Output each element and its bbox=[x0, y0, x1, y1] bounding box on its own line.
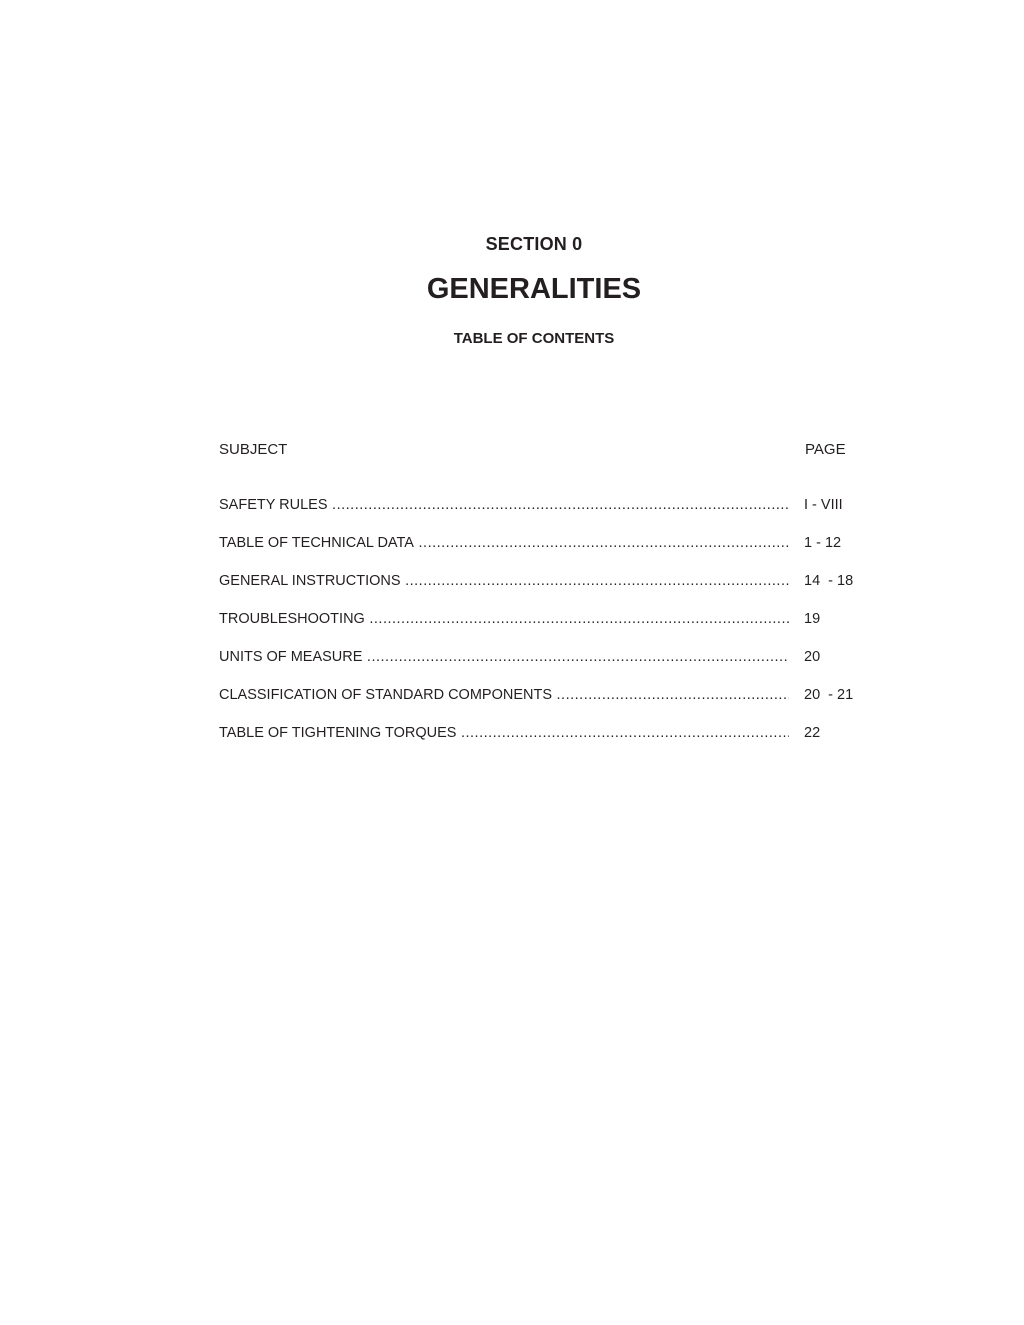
toc-entry-page: I - VIII bbox=[804, 497, 843, 513]
toc-entry-units-of-measure bbox=[219, 649, 879, 687]
toc-entry-subject: SAFETY RULES bbox=[219, 497, 328, 513]
page-column-header: PAGE bbox=[805, 441, 846, 458]
toc-entry-troubleshooting bbox=[219, 611, 879, 649]
toc-heading: TABLE OF CONTENTS bbox=[453, 330, 615, 347]
toc-entry-page: 22 bbox=[804, 725, 821, 741]
toc-entry-page: 20 bbox=[804, 649, 821, 665]
toc-entry-page: 19 bbox=[804, 611, 821, 627]
toc-list bbox=[219, 497, 879, 763]
toc-entry-page: 14 - 18 bbox=[804, 573, 854, 589]
toc-entry-subject: UNITS OF MEASURE bbox=[219, 649, 363, 665]
toc-entry-safety-rules bbox=[219, 497, 879, 535]
toc-entry-subject: CLASSIFICATION OF STANDARD COMPONENTS bbox=[219, 687, 552, 703]
toc-entry-standard-components bbox=[219, 687, 879, 725]
toc-entry-tightening-torques bbox=[219, 725, 879, 763]
toc-entry-general-instructions bbox=[219, 573, 879, 611]
toc-entry-subject: TABLE OF TIGHTENING TORQUES bbox=[219, 725, 457, 741]
toc-entry-subject: GENERAL INSTRUCTIONS bbox=[219, 573, 401, 589]
subject-column-header: SUBJECT bbox=[219, 441, 288, 458]
toc-entry-page: 20 - 21 bbox=[804, 687, 854, 703]
toc-entry-subject: TROUBLESHOOTING bbox=[219, 611, 365, 627]
toc-entry-technical-data bbox=[219, 535, 879, 573]
section-label: SECTION 0 bbox=[485, 234, 583, 254]
toc-entry-page: 1 - 12 bbox=[804, 535, 842, 551]
page-title: GENERALITIES bbox=[426, 273, 642, 305]
toc-entry-subject: TABLE OF TECHNICAL DATA bbox=[219, 535, 414, 551]
